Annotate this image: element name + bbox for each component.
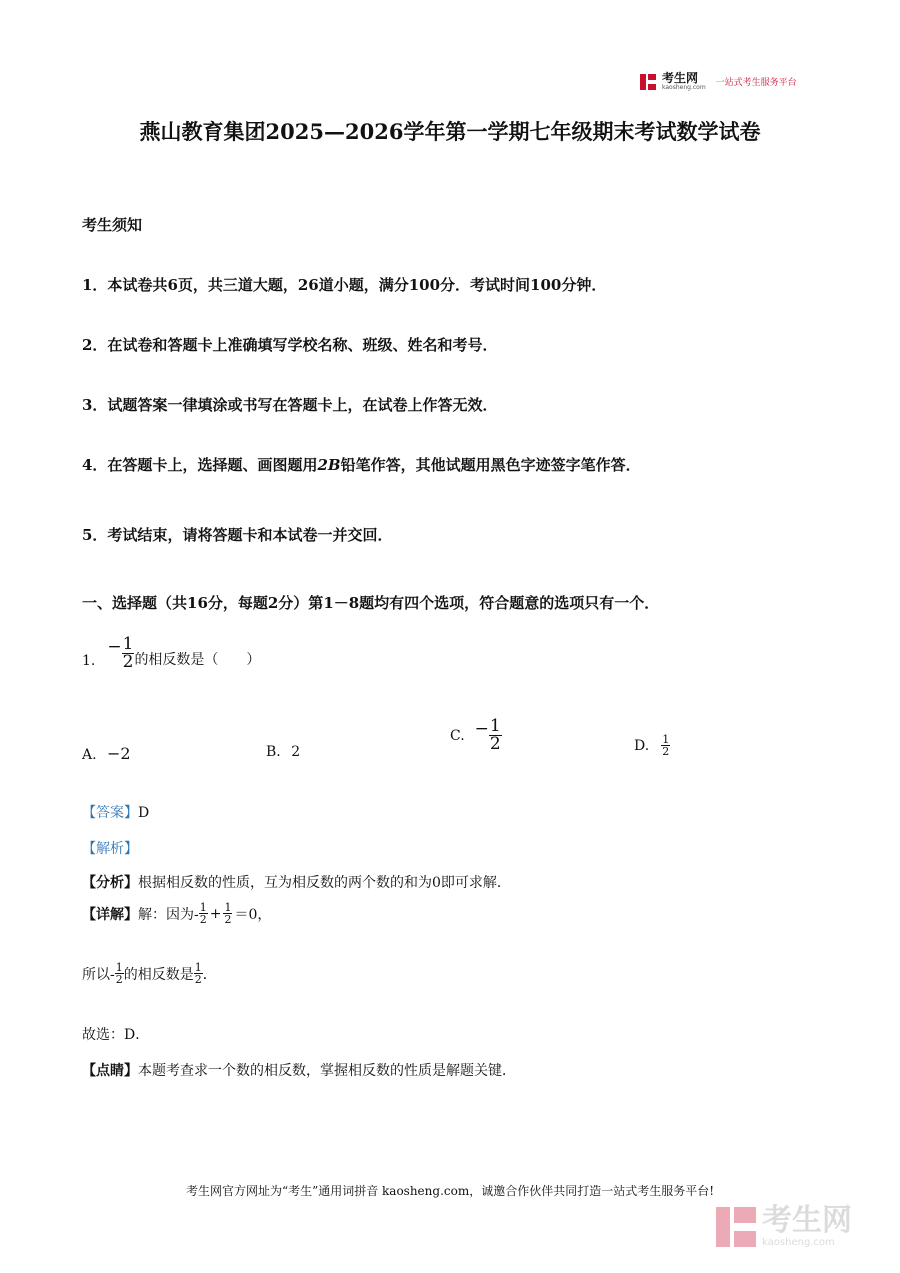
option-c-den: 2 — [489, 734, 501, 754]
so-fraction-1-den: 2 — [115, 973, 123, 986]
logo-name: 考生网 — [662, 71, 699, 85]
header-logo — [640, 72, 797, 91]
question-fraction-den: 2 — [122, 652, 134, 672]
answer-tag: 【答案】 — [82, 805, 138, 821]
logo-text — [662, 72, 706, 91]
detail-fraction-2 — [223, 902, 232, 925]
question-fraction-num: 1 — [122, 634, 134, 654]
so-text-1: 所以- — [82, 966, 115, 983]
option-c-fraction — [489, 718, 502, 753]
notice-item-5: 5．考试结束，请将答题卡和本试卷一并交回． — [82, 526, 393, 544]
detail-fraction-1-den: 2 — [199, 913, 207, 926]
detail-fraction-1-num: 1 — [199, 901, 207, 914]
section-heading: 一、选择题（共16分，每题2分）第1－8题均有四个选项，符合题意的选项只有一个． — [82, 594, 660, 612]
option-d-den: 2 — [662, 745, 670, 758]
detail-tag: 【详解】 — [82, 906, 138, 923]
question-minus: − — [107, 636, 122, 657]
option-a — [82, 744, 131, 763]
so-line — [82, 962, 217, 985]
so-fraction-2 — [194, 962, 203, 985]
detail-equals: ＝0， — [234, 906, 272, 923]
page-title: 燕山教育集团2025—2026学年第一学期七年级期末考试数学试卷 — [139, 119, 761, 144]
option-d-num: 1 — [662, 733, 670, 746]
watermark-text — [762, 1205, 852, 1248]
question-stem: 的相反数是（ ） — [134, 652, 261, 668]
notice-item-4 — [82, 454, 641, 475]
watermark-domain: kaosheng.com — [762, 1237, 835, 1248]
fenxi-text-2: 即可求解． — [440, 875, 511, 891]
option-b-value: 2 — [291, 744, 301, 760]
notice-item-4-part2: 铅笔作答，其他试题用黑色字迹签字笔作答． — [340, 456, 641, 474]
notice-item-3: 3．试题答案一律填涂或书写在答题卡上，在试卷上作答无效． — [82, 396, 498, 414]
question-number: 1. — [82, 653, 96, 669]
question-fraction — [122, 636, 135, 671]
fenxi-text-1: 根据相反数的性质，互为相反数的两个数的和为 — [138, 875, 432, 891]
option-d-fraction — [661, 734, 670, 757]
dianjing-line — [82, 1060, 516, 1080]
option-c-label: C. — [450, 727, 465, 744]
notice-item-4-part1: 4．在答题卡上，选择题、画图题用 — [82, 456, 318, 474]
fenxi-line — [82, 872, 511, 892]
so-fraction-2-num: 1 — [194, 961, 202, 974]
so-end: ． — [202, 966, 217, 983]
fenxi-tag: 【分析】 — [82, 875, 138, 891]
option-a-value: −2 — [107, 744, 131, 763]
option-b-label: B. — [266, 744, 281, 760]
question-1 — [82, 636, 260, 671]
option-c-minus: − — [474, 718, 489, 739]
answer-line — [82, 802, 149, 822]
option-b — [266, 744, 300, 760]
detail-fraction-2-num: 1 — [224, 901, 232, 914]
so-text-2: 的相反数是 — [123, 966, 194, 983]
detail-text-1: 解：因为- — [138, 906, 199, 923]
option-c — [450, 718, 502, 753]
option-d-label: D. — [634, 737, 650, 754]
watermark-name: 考生网 — [762, 1203, 852, 1238]
kaosheng-logo-icon — [640, 74, 656, 90]
notice-item-1: 1．本试卷共6页，共三道大题，26道小题，满分100分．考试时间100分钟． — [82, 276, 607, 294]
answer-value: D — [138, 805, 150, 821]
logo-slogan: 一站式考生服务平台 — [715, 78, 797, 88]
notice-heading: 考生须知 — [82, 216, 143, 234]
so-fraction-1 — [115, 962, 124, 985]
choose-line: 故选：D． — [82, 1027, 150, 1043]
dianjing-text: 本题考查求一个数的相反数，掌握相反数的性质是解题关键． — [138, 1063, 516, 1079]
watermark-logo-icon — [716, 1207, 756, 1247]
so-fraction-2-den: 2 — [194, 973, 202, 986]
fenxi-zero: 0 — [432, 875, 441, 891]
detail-line — [82, 902, 271, 925]
option-a-label: A. — [82, 747, 97, 763]
logo-domain: kaosheng.com — [662, 84, 706, 91]
analysis-tag: 【解析】 — [82, 841, 138, 857]
option-d — [634, 734, 670, 757]
detail-fraction-1 — [199, 902, 208, 925]
footer-text: 考生网官方网址为“考生”通用词拼音 kaosheng.com，诚邀合作伙伴共同打造一站式考生服务平台! — [185, 1184, 715, 1198]
question-expression — [107, 636, 134, 671]
notice-item-2: 2．在试卷和答题卡上准确填写学校名称、班级、姓名和考号． — [82, 336, 498, 354]
detail-fraction-2-den: 2 — [224, 913, 232, 926]
detail-plus: + — [209, 905, 222, 922]
dianjing-tag: 【点睛】 — [82, 1063, 138, 1079]
notice-item-4-italic: 2B — [317, 456, 341, 474]
so-fraction-1-num: 1 — [115, 961, 123, 974]
option-c-num: 1 — [489, 716, 501, 736]
watermark — [716, 1205, 852, 1248]
